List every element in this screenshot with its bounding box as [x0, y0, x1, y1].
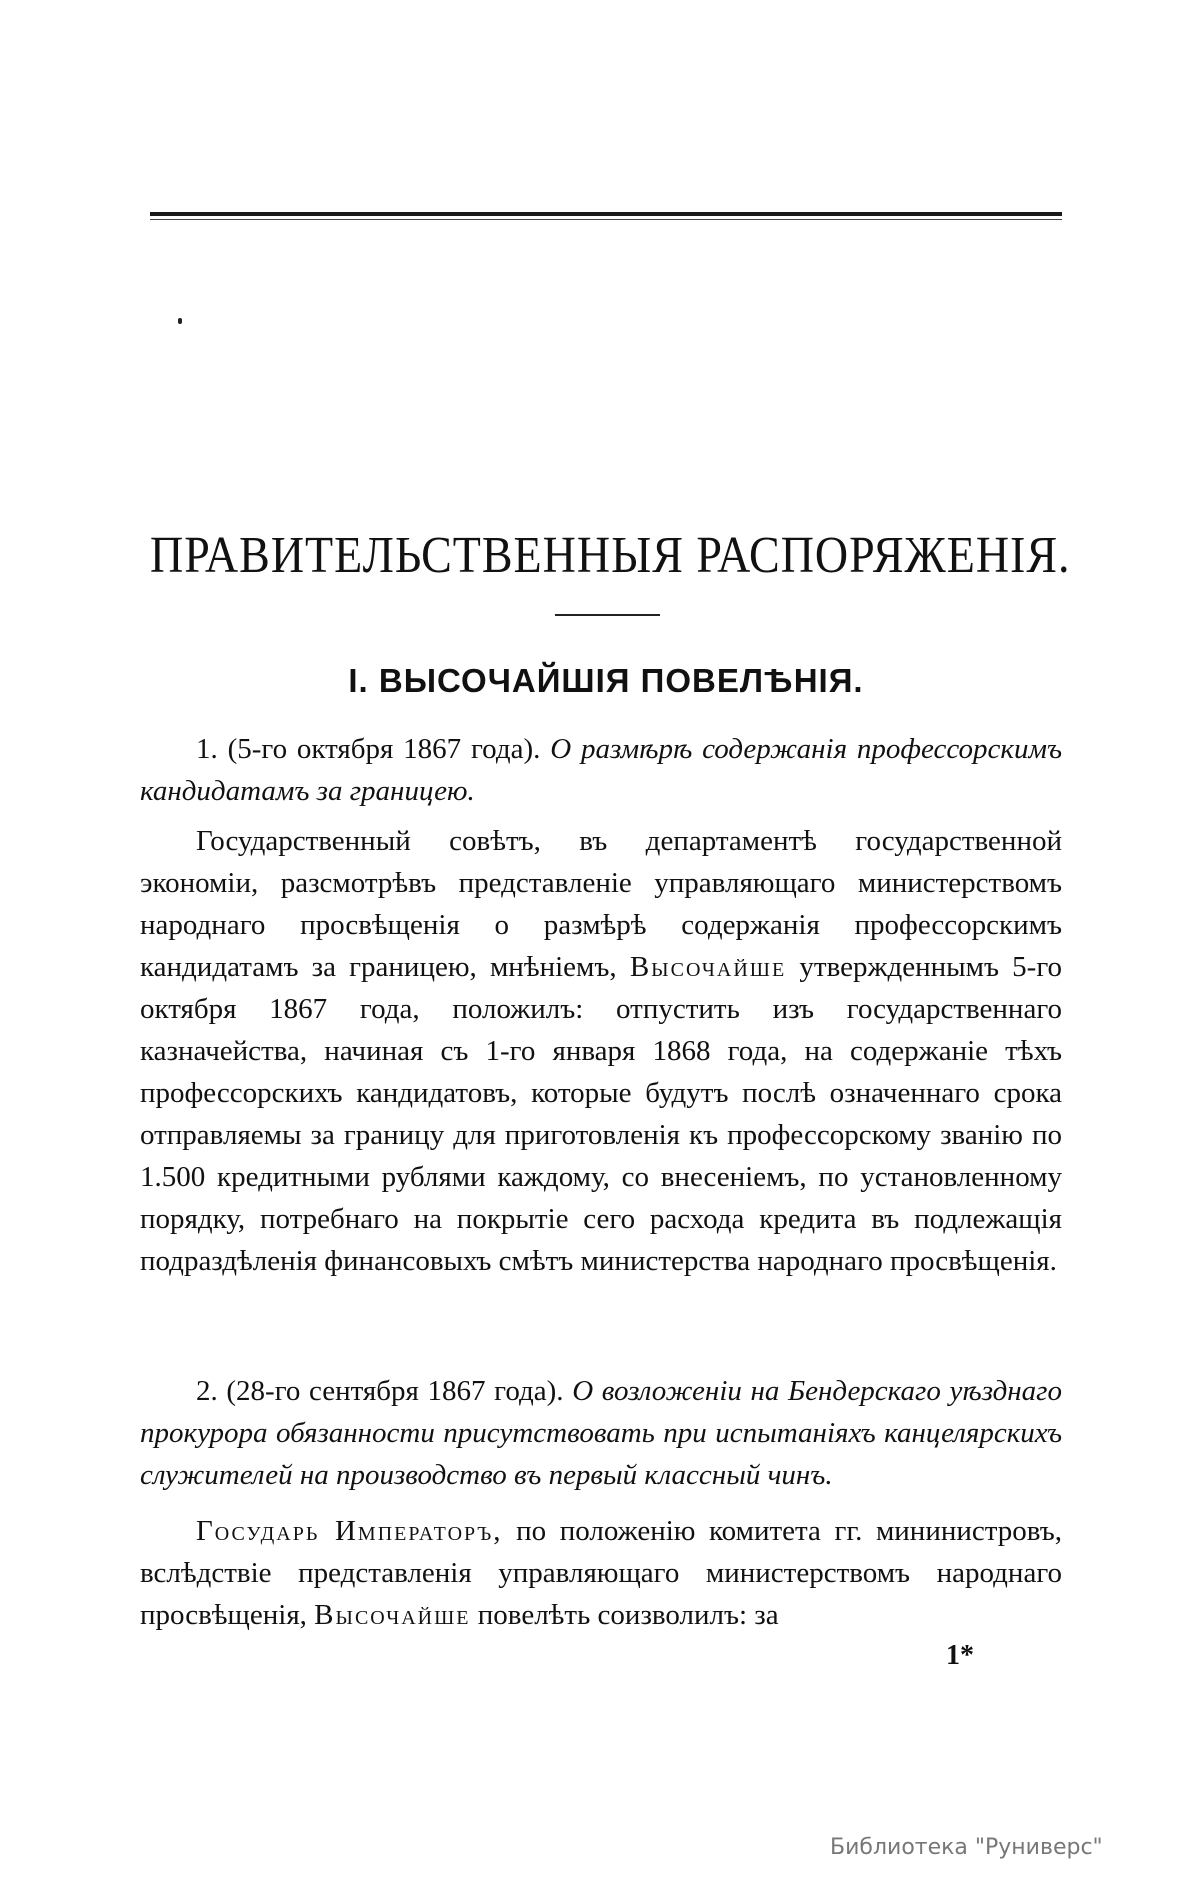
item-2-body: [140, 1510, 1062, 1636]
item-2-body-smallcaps-1: Государь Императоръ,: [196, 1515, 503, 1547]
item-1-body-smallcaps: Высочайше: [629, 951, 787, 983]
item-2-body-part1: по положенію комитета гг. мининистровъ, вслѣдствіе представленія управляющаго министерствомъ народнаго просвѣщенія,: [140, 1515, 1063, 1631]
item-1-body-part1: Государственный совѣтъ, въ департаментѣ государственной экономіи, разсмотрѣвъ представленіе управляющаго министерствомъ народнаго просвѣщенія о размѣрѣ содержанія профессорскимъ кандидатамъ за границею, мнѣніемъ,: [140, 825, 1062, 983]
item-1-subject: О размѣрѣ содержанія профессорскимъ кандидатамъ за границею.: [140, 733, 1063, 807]
item-2-body-smallcaps-2: Высочайше: [314, 1599, 471, 1631]
item-2-heading: [140, 1370, 1062, 1496]
main-title: ПРАВИТЕЛЬСТВЕННЫЯ РАСПОРЯЖЕНІЯ.: [150, 526, 1071, 584]
top-rule-thin: [150, 219, 1062, 220]
section-heading: I. ВЫСОЧАЙШІЯ ПОВЕЛѢНІЯ.: [348, 662, 864, 699]
item-2-date: 2. (28-го сентября 1867 года).: [196, 1375, 564, 1407]
signature-mark: 1*: [946, 1640, 974, 1671]
item-2-subject: О возложеніи на Бендерскаго уѣзднаго прокурора обязанности присутствовать при испытаніяхъ канцелярскихъ служителей на производство въ первый классный чинъ.: [140, 1375, 1062, 1491]
item-2-body-part2: повелѣть соизволилъ: за: [477, 1599, 779, 1631]
library-watermark: Библиотека "Руниверс": [830, 1835, 1103, 1860]
item-1-heading: [140, 728, 1062, 812]
item-1-body: [140, 820, 1062, 1282]
item-1-body-part2: утвержденнымъ 5-го октября 1867 года, положилъ: отпустить изъ государственнаго казначейства, начиная съ 1-го января 1868 года, на содержаніе тѣхъ профессорскихъ кандидатовъ, которые будутъ послѣ означеннаго срока отправляемы за границу для приготовленія къ профессорскому званію по 1.500 кредитными рублями каждому, со внесеніемъ, по установленному порядку, потребнаго на покрытіе сего расхода кредита въ подлежащія подраздѣленія финансовыхъ смѣтъ министерства народнаго просвѣщенія.: [140, 951, 1063, 1277]
print-speck: [178, 318, 182, 324]
item-1-date: 1. (5-го октября 1867 года).: [196, 733, 541, 765]
top-rule: [150, 212, 1062, 216]
title-rule: [555, 614, 660, 616]
